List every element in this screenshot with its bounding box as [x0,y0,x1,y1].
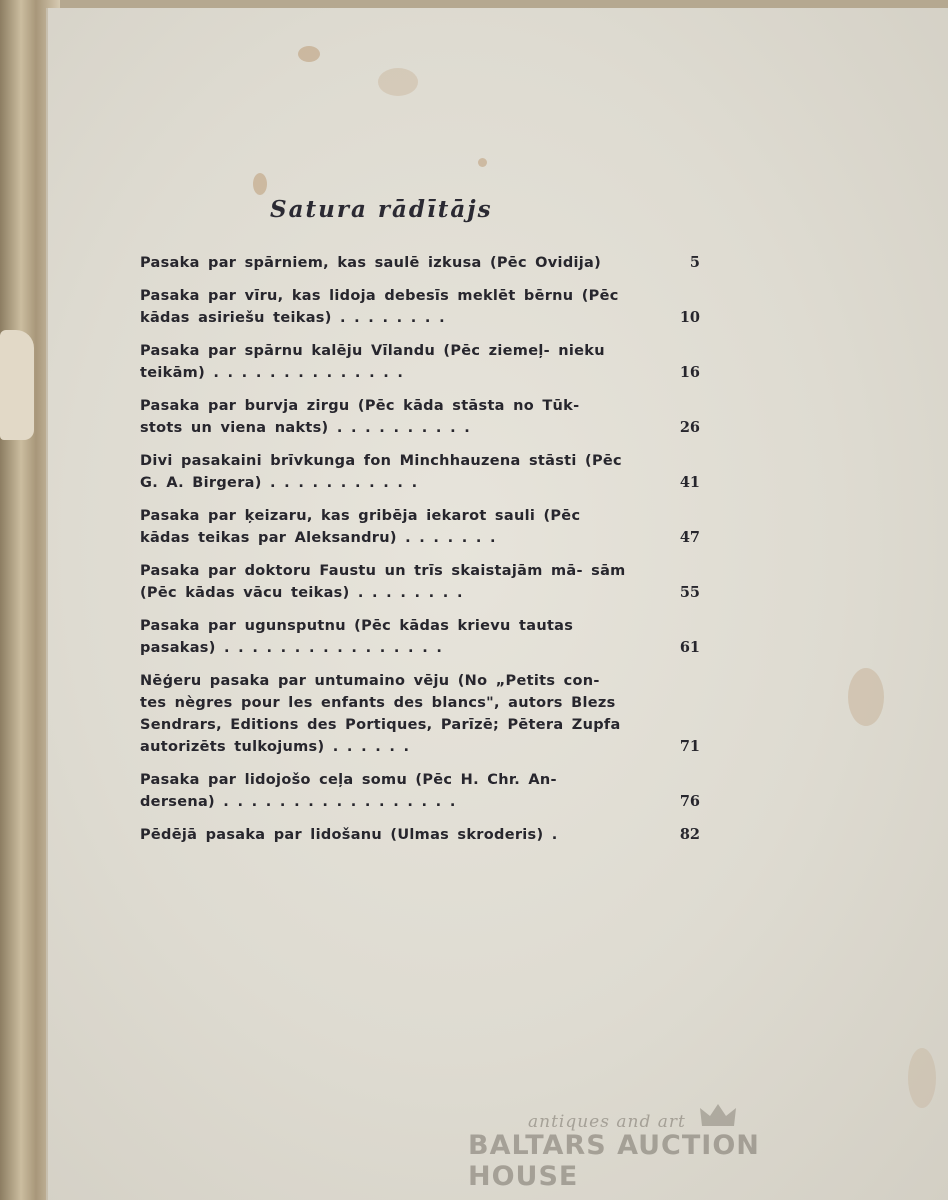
toc-entry [140,769,700,813]
toc-entry-page: 76 [679,793,700,810]
toc-entry-page: 61 [679,639,700,656]
crown-icon [698,1102,738,1128]
toc-entry-text: Pasaka par spārnu kalēju Vīlandu (Pēc ziemeļ- nieku teikām) . . . . . . . . . . . . . . [140,343,605,381]
watermark-tagline: antiques and art [528,1112,686,1132]
paper-stain [848,668,884,726]
paper-stain [298,46,320,62]
paper-stain [378,68,418,96]
toc-entry-page: 82 [679,826,700,843]
toc-entry [140,395,700,439]
torn-paper-edge [0,330,34,440]
toc-entry-page: 16 [679,364,700,381]
paper-stain [908,1048,936,1108]
toc-entry [140,824,700,846]
toc-entry-page: 26 [679,419,700,436]
toc-entry-text: Pasaka par spārniem, kas saulē izkusa (Pēc Ovidija) [140,255,602,271]
table-of-contents [140,252,700,857]
toc-entry [140,615,700,659]
toc-entry-text: Pēdējā pasaka par lidošanu (Ulmas skroderis) . [140,827,558,843]
toc-entry-page: 71 [679,738,700,755]
toc-entry-page: 47 [679,529,700,546]
toc-entry [140,252,700,274]
toc-entry [140,340,700,384]
toc-entry-text: Pasaka par ķeizaru, kas gribēja iekarot sauli (Pēc kādas teikas par Aleksandru) . . . . . . . [140,508,581,546]
toc-entry-text: Pasaka par vīru, kas lidoja debesīs meklēt bērnu (Pēc kādas asiriešu teikas) . . . . . . . . [140,288,619,326]
auction-house-watermark [468,1112,868,1192]
toc-entry-text: Nēģeru pasaka par untumaino vēju (No „Petits con- tes nègres pour les enfants des blancs", autors Blezs Sendrars, Editions des Portiques, Parīzē; Pētera Zupfa autorizēts tulkojums) . . . . . . [140,673,621,755]
toc-entry [140,285,700,329]
toc-entry [140,450,700,494]
toc-entry-text: Divi pasakaini brīvkunga fon Minchhauzena stāsti (Pēc G. A. Birgera) . . . . . . . . . . . [140,453,622,491]
toc-entry-text: Pasaka par burvja zirgu (Pēc kāda stāsta no Tūk- stots un viena nakts) . . . . . . . . . . [140,398,580,436]
page-title: Satura rādītājs [270,196,493,223]
toc-entry-page: 41 [679,474,700,491]
toc-entry-page: 10 [679,309,700,326]
paper-stain [478,158,487,167]
toc-entry-text: Pasaka par lidojošo ceļa somu (Pēc H. Chr. An- dersena) . . . . . . . . . . . . . . . . . [140,772,557,810]
toc-entry-text: Pasaka par ugunsputnu (Pēc kādas krievu tautas pasakas) . . . . . . . . . . . . . . . . [140,618,574,656]
watermark-name: BALTARS AUCTION HOUSE [468,1130,760,1192]
toc-entry-page: 5 [689,254,700,271]
toc-entry [140,505,700,549]
toc-entry-page: 55 [679,584,700,601]
toc-entry-text: Pasaka par doktoru Faustu un trīs skaistajām mā- sām (Pēc kādas vācu teikas) . . . . . . . . [140,563,626,601]
paper-stain [253,173,267,195]
toc-entry [140,670,700,758]
toc-entry [140,560,700,604]
